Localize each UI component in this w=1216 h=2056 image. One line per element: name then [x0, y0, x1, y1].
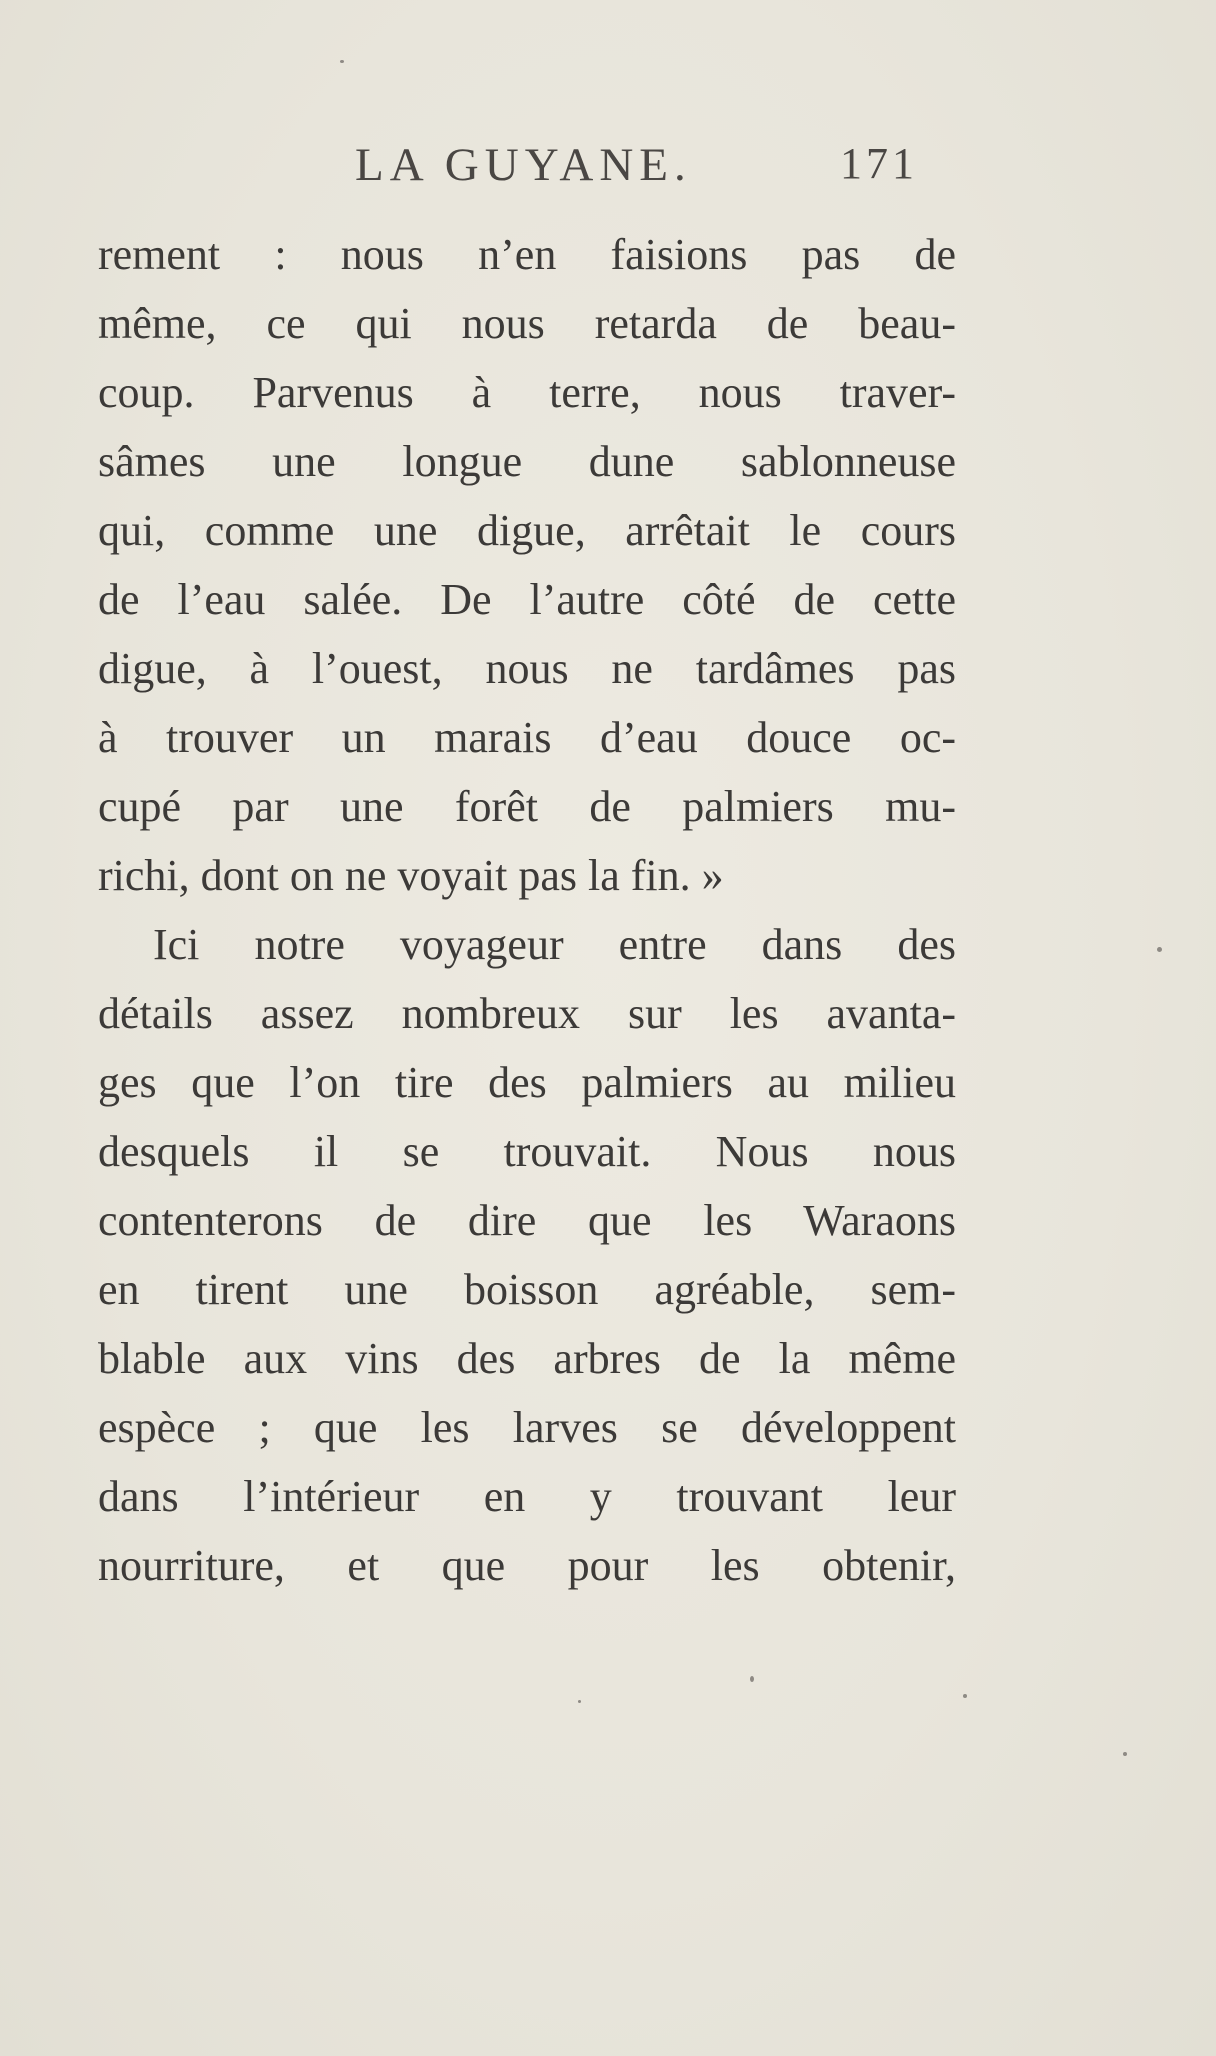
text-line: desquels il se trouvait. Nous nous — [98, 1127, 956, 1176]
paper-speck — [1157, 947, 1162, 952]
text-line: à trouver un marais d’eau douce oc- — [98, 713, 956, 762]
text-line: sâmes une longue dune sablonneuse — [98, 437, 956, 486]
text-line: ges que l’on tire des palmiers au milieu — [98, 1058, 956, 1107]
paper-speck — [340, 60, 344, 63]
text-line: qui, comme une digue, arrêtait le cours — [98, 506, 956, 555]
page-number: 171 — [840, 139, 918, 188]
paper-speck — [750, 1676, 754, 1682]
paper-speck — [963, 1694, 967, 1698]
text-line: en tirent une boisson agréable, sem- — [98, 1265, 956, 1314]
running-title: LA GUYANE. — [355, 139, 692, 191]
paragraph-first-line: Ici notre voyageur entre dans des — [153, 920, 956, 969]
paper-speck — [578, 1700, 581, 1703]
text-line: contenterons de dire que les Waraons — [98, 1196, 956, 1245]
text-line: de l’eau salée. De l’autre côté de cette — [98, 575, 956, 624]
body-text — [98, 220, 956, 1600]
text-line: rement : nous n’en faisions pas de — [98, 230, 956, 279]
text-line: cupé par une forêt de palmiers mu- — [98, 782, 956, 831]
text-line: détails assez nombreux sur les avanta- — [98, 989, 956, 1038]
text-line: coup. Parvenus à terre, nous traver- — [98, 368, 956, 417]
text-line: dans l’intérieur en y trouvant leur — [98, 1472, 956, 1521]
text-line: même, ce qui nous retarda de beau- — [98, 299, 956, 348]
paper-speck — [1123, 1752, 1127, 1756]
text-line: digue, à l’ouest, nous ne tardâmes pas — [98, 644, 956, 693]
text-line: blable aux vins des arbres de la même — [98, 1334, 956, 1383]
text-line: espèce ; que les larves se développent — [98, 1403, 956, 1452]
text-line: nourriture, et que pour les obtenir, — [98, 1541, 956, 1590]
text-line: richi, dont on ne voyait pas la fin. » — [98, 851, 724, 900]
